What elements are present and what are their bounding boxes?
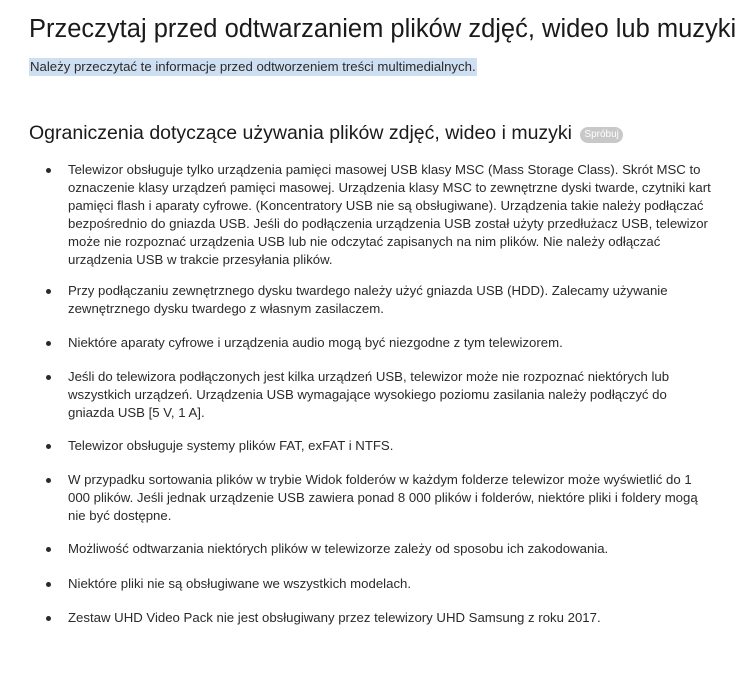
section-heading-text: Ograniczenia dotyczące używania plików zdjęć, wideo i muzyki	[29, 122, 572, 144]
list-item: Telewizor obsługuje systemy plików FAT, exFAT i NTFS.	[68, 437, 716, 455]
list-item: W przypadku sortowania plików w trybie Widok folderów w każdym folderze telewizor może wyświetlić do 1 000 plików. Jeśli jednak urządzenie USB zawiera ponad 8 000 plików i folderów, niektóre pliki i foldery mogą nie być dostępne.	[68, 471, 716, 525]
try-it-badge[interactable]: Spróbuj	[580, 127, 622, 143]
list-item: Zestaw UHD Video Pack nie jest obsługiwany przez telewizory UHD Samsung z roku 2017.	[68, 609, 716, 627]
list-item: Możliwość odtwarzania niektórych plików w telewizorze zależy od sposobu ich zakodowania.	[68, 540, 716, 558]
list-item: Niektóre pliki nie są obsługiwane we wszystkich modelach.	[68, 575, 716, 593]
intro-text: Należy przeczytać te informacje przed odtworzeniem treści multimedialnych.	[30, 59, 476, 74]
page-title: Przeczytaj przed odtwarzaniem plików zdjęć, wideo lub muzyki	[29, 15, 736, 43]
list-item: Jeśli do telewizora podłączonych jest kilka urządzeń USB, telewizor może nie rozpoznać niektórych lub wszystkich urządzeń. Urządzenia USB wymagające wysokiego poziomu zasilania należy podłączyć do gniazda USB [5 V, 1 A].	[68, 368, 716, 422]
list-item: Niektóre aparaty cyfrowe i urządzenia audio mogą być niezgodne z tym telewizorem.	[68, 334, 716, 352]
list-item: Przy podłączaniu zewnętrznego dysku twardego należy użyć gniazda USB (HDD). Zalecamy używanie zewnętrznego dysku twardego z własnym zasilaczem.	[68, 282, 716, 318]
list-item: Telewizor obsługuje tylko urządzenia pamięci masowej USB klasy MSC (Mass Storage Class). Skrót MSC to oznaczenie klasy urządzeń pamięci masowej. Urządzenia klasy MSC to zewnętrzne dyski twarde, czytniki kart pamięci flash i aparaty cyfrowe. (Koncentratory USB nie są obsługiwane). Urządzenia takie należy podłączać bezpośrednio do gniazda USB. Jeśli do podłączenia urządzenia USB został użyty przedłużacz USB, telewizor może nie rozpoznać urządzenia USB lub nie odczytać zapisanych na nim plików. Nie należy odłączać urządzenia USB w trakcie przesyłania plików.	[68, 161, 716, 269]
section-heading	[29, 119, 623, 147]
